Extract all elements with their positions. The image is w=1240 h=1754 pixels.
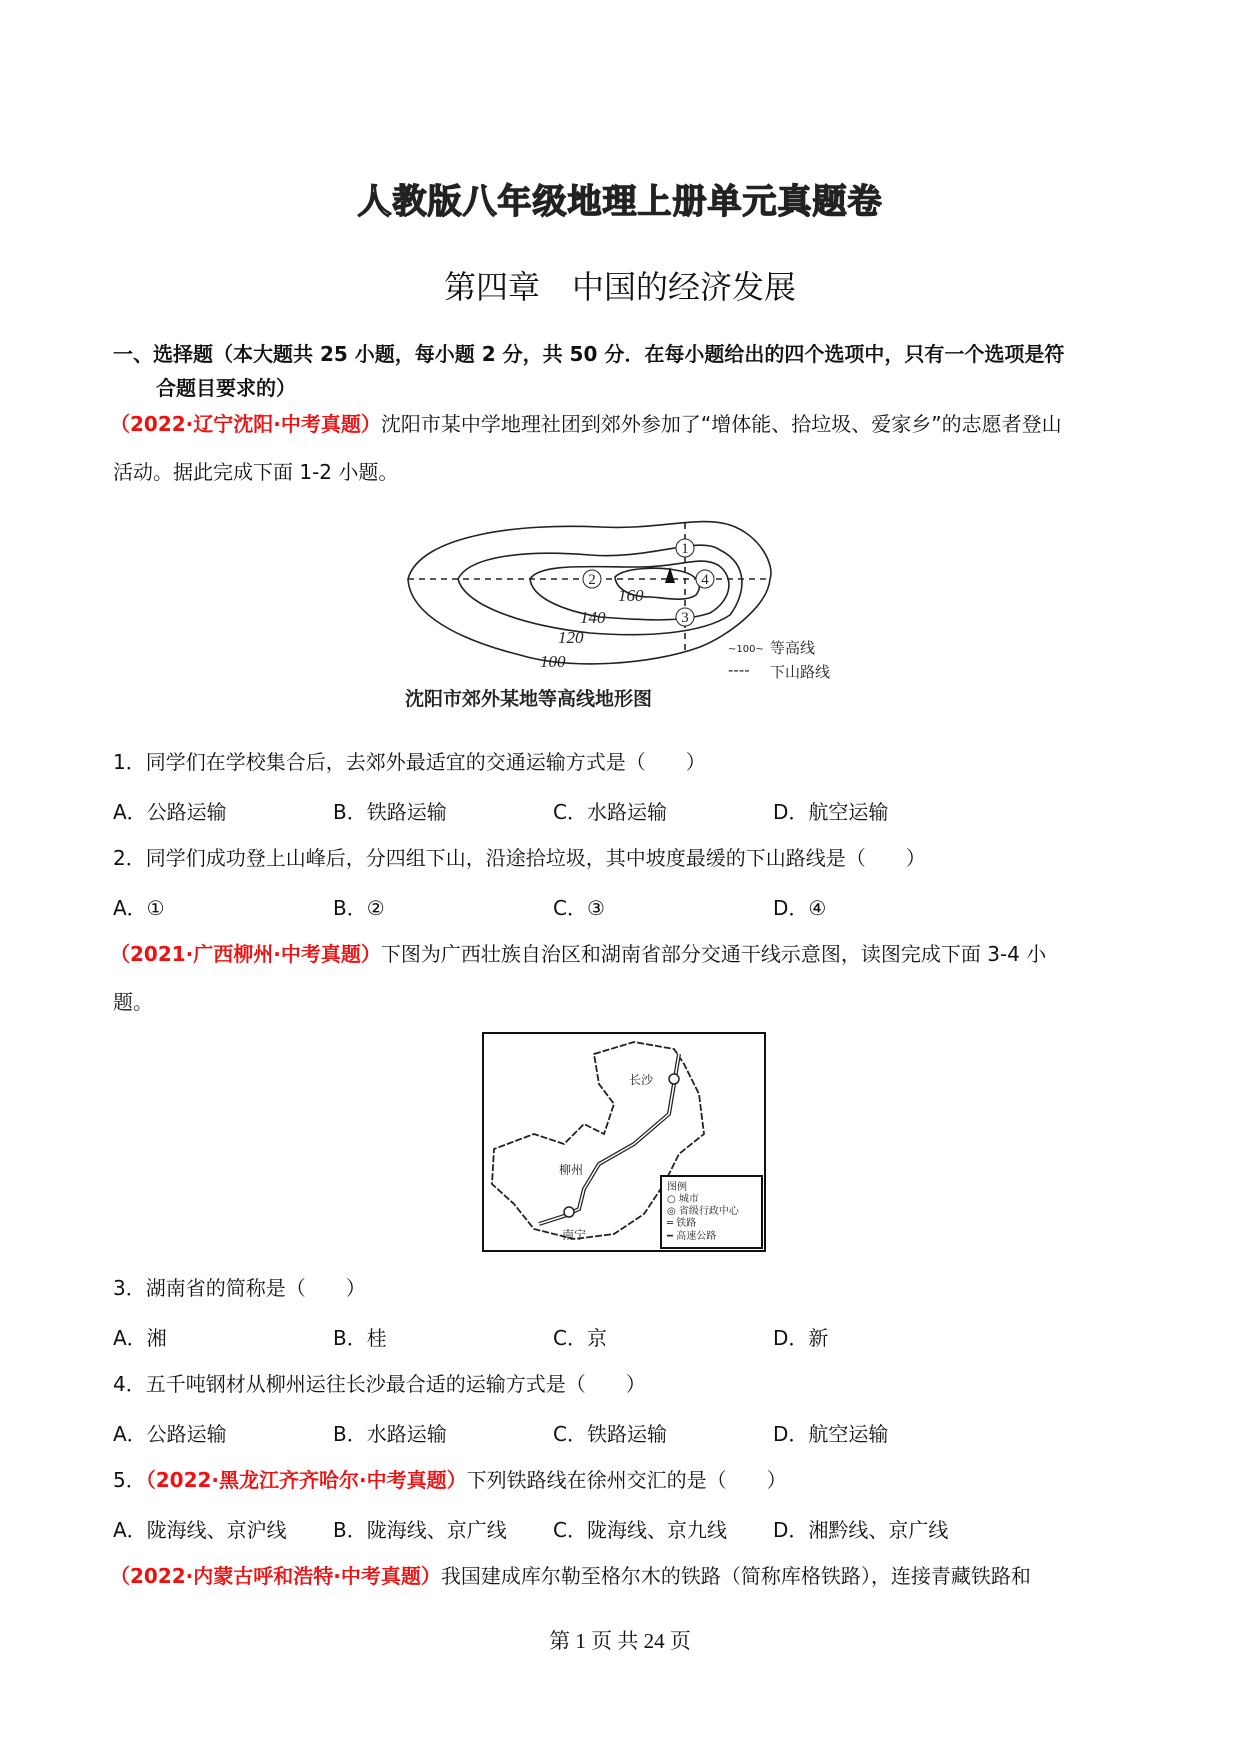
question-1-stem: 1．同学们在学校集合后，去郊外最适宜的交通运输方式是（ ）: [113, 750, 706, 774]
group-intro-1: [110, 410, 1062, 438]
option-c[interactable]: C．京: [553, 1326, 607, 1350]
intro-text: 沈阳市某中学地理社团到郊外参加了“增体能、拾垃圾、爱家乡”的志愿者登山: [380, 412, 1062, 436]
svg-text:图例: 图例: [667, 1182, 687, 1193]
intro-text: 下图为广西壮族自治区和湖南省部分交通干线示意图，读图完成下面 3-4 小: [380, 942, 1047, 966]
group-intro-2: [110, 940, 1046, 968]
option-c[interactable]: C．水路运输: [553, 800, 667, 824]
svg-text:长沙: 长沙: [629, 1073, 654, 1087]
option-b[interactable]: B．铁路运输: [333, 800, 447, 824]
option-b[interactable]: B．桂: [333, 1326, 387, 1350]
group-intro-1-line2: 活动。据此完成下面 1-2 小题。: [113, 460, 399, 484]
svg-text:3: 3: [681, 610, 689, 626]
source-tag: （2022·黑龙江齐齐哈尔·中考真题）: [145, 1468, 467, 1492]
option-b[interactable]: B．陇海线、京广线: [333, 1518, 507, 1542]
group-intro-3: [110, 1562, 1031, 1590]
svg-text:100: 100: [540, 652, 566, 671]
chapter-title: 第四章 中国的经济发展: [443, 268, 796, 306]
question-2-stem: 2．同学们成功登上山峰后，分四组下山，沿途拾垃圾，其中坡度最缓的下山路线是（ ）: [113, 846, 926, 870]
svg-text:2: 2: [588, 572, 596, 588]
transport-map-figure: [482, 1032, 766, 1252]
svg-text:◎ 省级行政中心: ◎ 省级行政中心: [667, 1206, 739, 1217]
option-c[interactable]: C．③: [553, 896, 605, 920]
option-a[interactable]: A．①: [113, 896, 165, 920]
contour-map-figure: [400, 505, 850, 710]
option-c[interactable]: C．陇海线、京九线: [553, 1518, 727, 1542]
svg-text:沈阳市郊外某地等高线地形图: 沈阳市郊外某地等高线地形图: [405, 688, 653, 710]
contour-map-icon: [400, 505, 850, 710]
option-d[interactable]: D．湘黔线、京广线: [773, 1518, 949, 1542]
svg-text:等高线: 等高线: [770, 639, 816, 657]
intro-text: 我国建成库尔勒至格尔木的铁路（简称库格铁路），连接青藏铁路和: [440, 1564, 1031, 1588]
svg-text:下山路线: 下山路线: [770, 663, 831, 681]
question-3-stem: 3．湖南省的简称是（ ）: [113, 1276, 366, 1300]
question-number: 5．: [113, 1468, 146, 1492]
transport-map-icon: [484, 1034, 764, 1250]
option-d[interactable]: D．新: [773, 1326, 829, 1350]
svg-text:○ 城市: ○ 城市: [667, 1194, 699, 1205]
option-d[interactable]: D．航空运输: [773, 1422, 889, 1446]
option-a[interactable]: A．公路运输: [113, 1422, 227, 1446]
page-footer: 第 1 页 共 24 页: [549, 1629, 691, 1653]
option-a[interactable]: A．陇海线、京沪线: [113, 1518, 287, 1542]
option-b[interactable]: B．水路运输: [333, 1422, 447, 1446]
svg-text:140: 140: [580, 608, 606, 627]
svg-text:━ 高速公路: ━ 高速公路: [667, 1231, 717, 1242]
section-heading-line1: 一、选择题（本大题共 25 小题，每小题 2 分，共 50 分．在每小题给出的四个选项中，只有一个选项是符: [113, 342, 1065, 366]
svg-text:~100~: ~100~: [728, 644, 764, 655]
source-tag: （2022·辽宁沈阳·中考真题）: [110, 412, 381, 436]
option-d[interactable]: D．航空运输: [773, 800, 889, 824]
option-a[interactable]: A．湘: [113, 1326, 167, 1350]
question-4-stem: 4．五千吨钢材从柳州运往长沙最合适的运输方式是（ ）: [113, 1372, 646, 1396]
option-c[interactable]: C．铁路运输: [553, 1422, 667, 1446]
source-tag: （2021·广西柳州·中考真题）: [110, 942, 381, 966]
svg-text:----: ----: [728, 661, 750, 679]
option-a[interactable]: A．公路运输: [113, 800, 227, 824]
svg-text:120: 120: [558, 628, 584, 647]
svg-text:160: 160: [618, 586, 644, 605]
svg-text:南宁: 南宁: [562, 1228, 587, 1242]
document-title: 人教版八年级地理上册单元真题卷: [357, 182, 883, 222]
svg-text:═ 铁路: ═ 铁路: [667, 1218, 697, 1229]
option-b[interactable]: B．②: [333, 896, 385, 920]
question-5-stem: [113, 1466, 787, 1494]
source-tag: （2022·内蒙古呼和浩特·中考真题）: [110, 1564, 441, 1588]
svg-text:柳州: 柳州: [559, 1163, 584, 1177]
option-d[interactable]: D．④: [773, 896, 827, 920]
section-heading-line2: 合题目要求的）: [156, 376, 296, 400]
svg-text:4: 4: [701, 572, 709, 588]
group-intro-2-line2: 题。: [113, 990, 153, 1014]
stem-text: 下列铁路线在徐州交汇的是（ ）: [466, 1468, 787, 1492]
svg-text:1: 1: [681, 541, 689, 557]
